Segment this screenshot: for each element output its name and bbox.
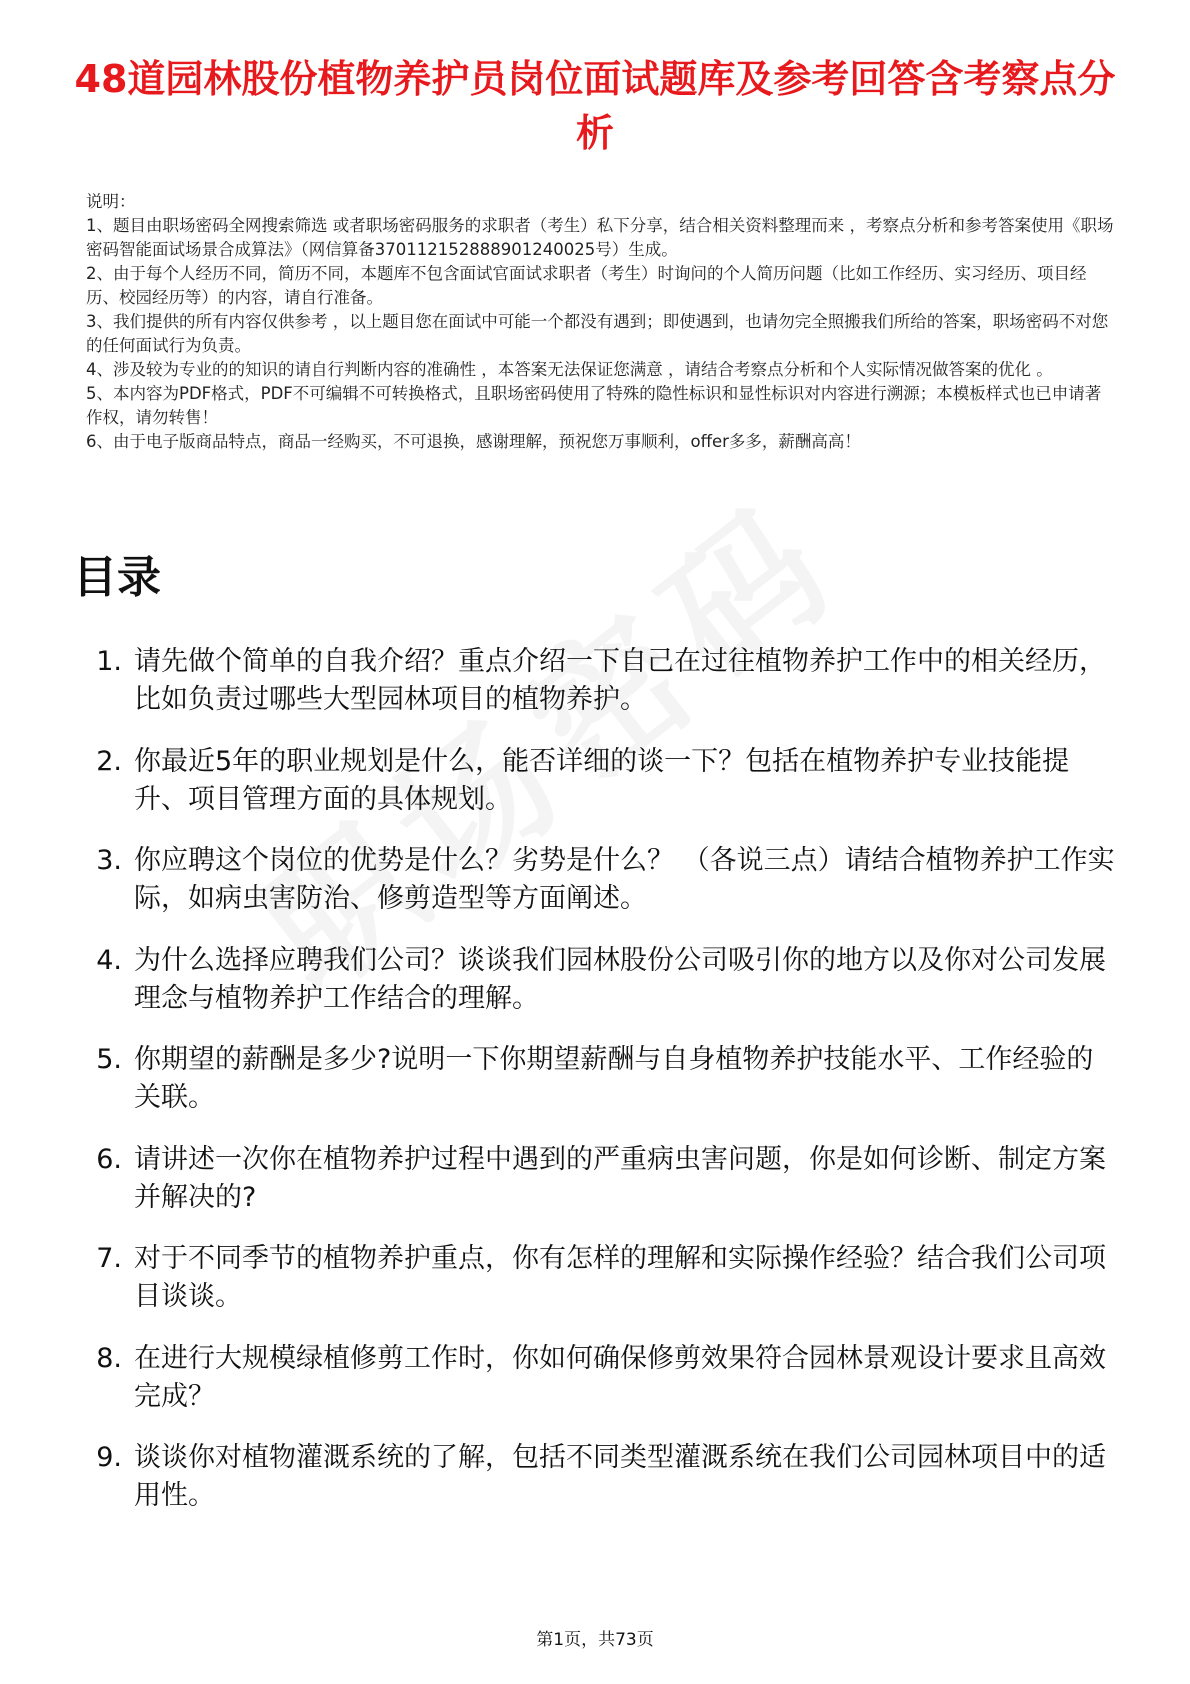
question-item xyxy=(70,1041,1120,1141)
note-item: 5、本内容为PDF格式，PDF不可编辑不可转换格式，且职场密码使用了特殊的隐性标识和显性标识对内容进行溯源；本模板样式也已申请著作权，请勿转售！ xyxy=(86,384,1102,427)
note-item: 1、题目由职场密码全网搜索筛选 或者职场密码服务的求职者（考生）私下分享，结合相关资料整理而来 ，考察点分析和参考答案使用《职场密码智能面试场景合成算法》（网信算备370112152888901240025号）生成。 xyxy=(86,216,1114,259)
note-item: 3、我们提供的所有内容仅供参考 ，以上题目您在面试中可能一个都没有遇到；即使遇到，也请勿完全照搬我们所给的答案，职场密码不对您的任何面试行为负责。 xyxy=(86,312,1109,355)
question-number: 1. xyxy=(96,646,122,677)
question-item xyxy=(70,1439,1120,1539)
question-number: 6. xyxy=(96,1143,122,1175)
question-item xyxy=(70,643,1120,743)
question-number: 2. xyxy=(96,745,122,777)
question-list xyxy=(70,643,1120,1539)
question-text: 请先做个简单的自我介绍？重点介绍一下自己在过往植物养护工作中的相关经历，比如负责过哪些大型园林项目的植物养护。 xyxy=(134,646,1106,715)
notes-heading: 说明： xyxy=(86,192,136,211)
question-item xyxy=(70,842,1120,942)
note-item: 4、涉及较为专业的的知识的请自行判断内容的准确性 ，本答案无法保证您满意 ，请结合考察点分析和个人实际情况做答案的优化 。 xyxy=(86,360,1053,379)
question-number: 3. xyxy=(96,845,122,876)
page-footer: 第1页，共73页 xyxy=(536,1630,654,1650)
note-item: 6、由于电子版商品特点，商品一经购买，不可退换，感谢理解，预祝您万事顺利，offer多多，薪酬高高！ xyxy=(86,432,861,451)
question-item xyxy=(70,1240,1120,1340)
question-text: 你应聘这个岗位的优势是什么？劣势是什么？ （各说三点）请结合植物养护工作实际，如病虫害防治、修剪造型等方面阐述。 xyxy=(134,845,1115,914)
question-text: 在进行大规模绿植修剪工作时，你如何确保修剪效果符合园林景观设计要求且高效完成？ xyxy=(134,1342,1106,1412)
question-text: 对于不同季节的植物养护重点，你有怎样的理解和实际操作经验？结合我们公司项目谈谈。 xyxy=(134,1243,1106,1312)
question-item xyxy=(70,942,1120,1042)
question-number: 8. xyxy=(96,1342,122,1374)
toc-heading: 目录 xyxy=(73,552,161,603)
question-item xyxy=(70,743,1120,843)
question-item xyxy=(70,1340,1120,1440)
question-item xyxy=(70,1141,1120,1241)
question-text: 请讲述一次你在植物养护过程中遇到的严重病虫害问题，你是如何诊断、制定方案并解决的? xyxy=(134,1143,1106,1213)
question-text: 你期望的薪酬是多少?说明一下你期望薪酬与自身植物养护技能水平、工作经验的关联。 xyxy=(134,1044,1094,1113)
page-title: 48道园林股份植物养护员岗位面试题库及参考回答含考察点分析 xyxy=(74,57,1116,155)
question-number: 7. xyxy=(96,1243,122,1274)
question-number: 9. xyxy=(96,1442,122,1473)
question-text: 为什么选择应聘我们公司？谈谈我们园林股份公司吸引你的地方以及你对公司发展理念与植物养护工作结合的理解。 xyxy=(134,944,1106,1014)
question-text: 谈谈你对植物灌溉系统的了解，包括不同类型灌溉系统在我们公司园林项目中的适用性。 xyxy=(134,1442,1106,1511)
question-number: 4. xyxy=(96,944,122,976)
note-item: 2、由于每个人经历不同，简历不同，本题库不包含面试官面试求职者（考生）时询问的个人简历问题（比如工作经历、实习经历、项目经历、校园经历等）的内容，请自行准备。 xyxy=(86,264,1087,307)
notes-section xyxy=(86,190,1114,454)
question-text: 你最近5年的职业规划是什么，能否详细的谈一下？包括在植物养护专业技能提升、项目管理方面的具体规划。 xyxy=(134,745,1070,815)
question-number: 5. xyxy=(96,1044,122,1075)
